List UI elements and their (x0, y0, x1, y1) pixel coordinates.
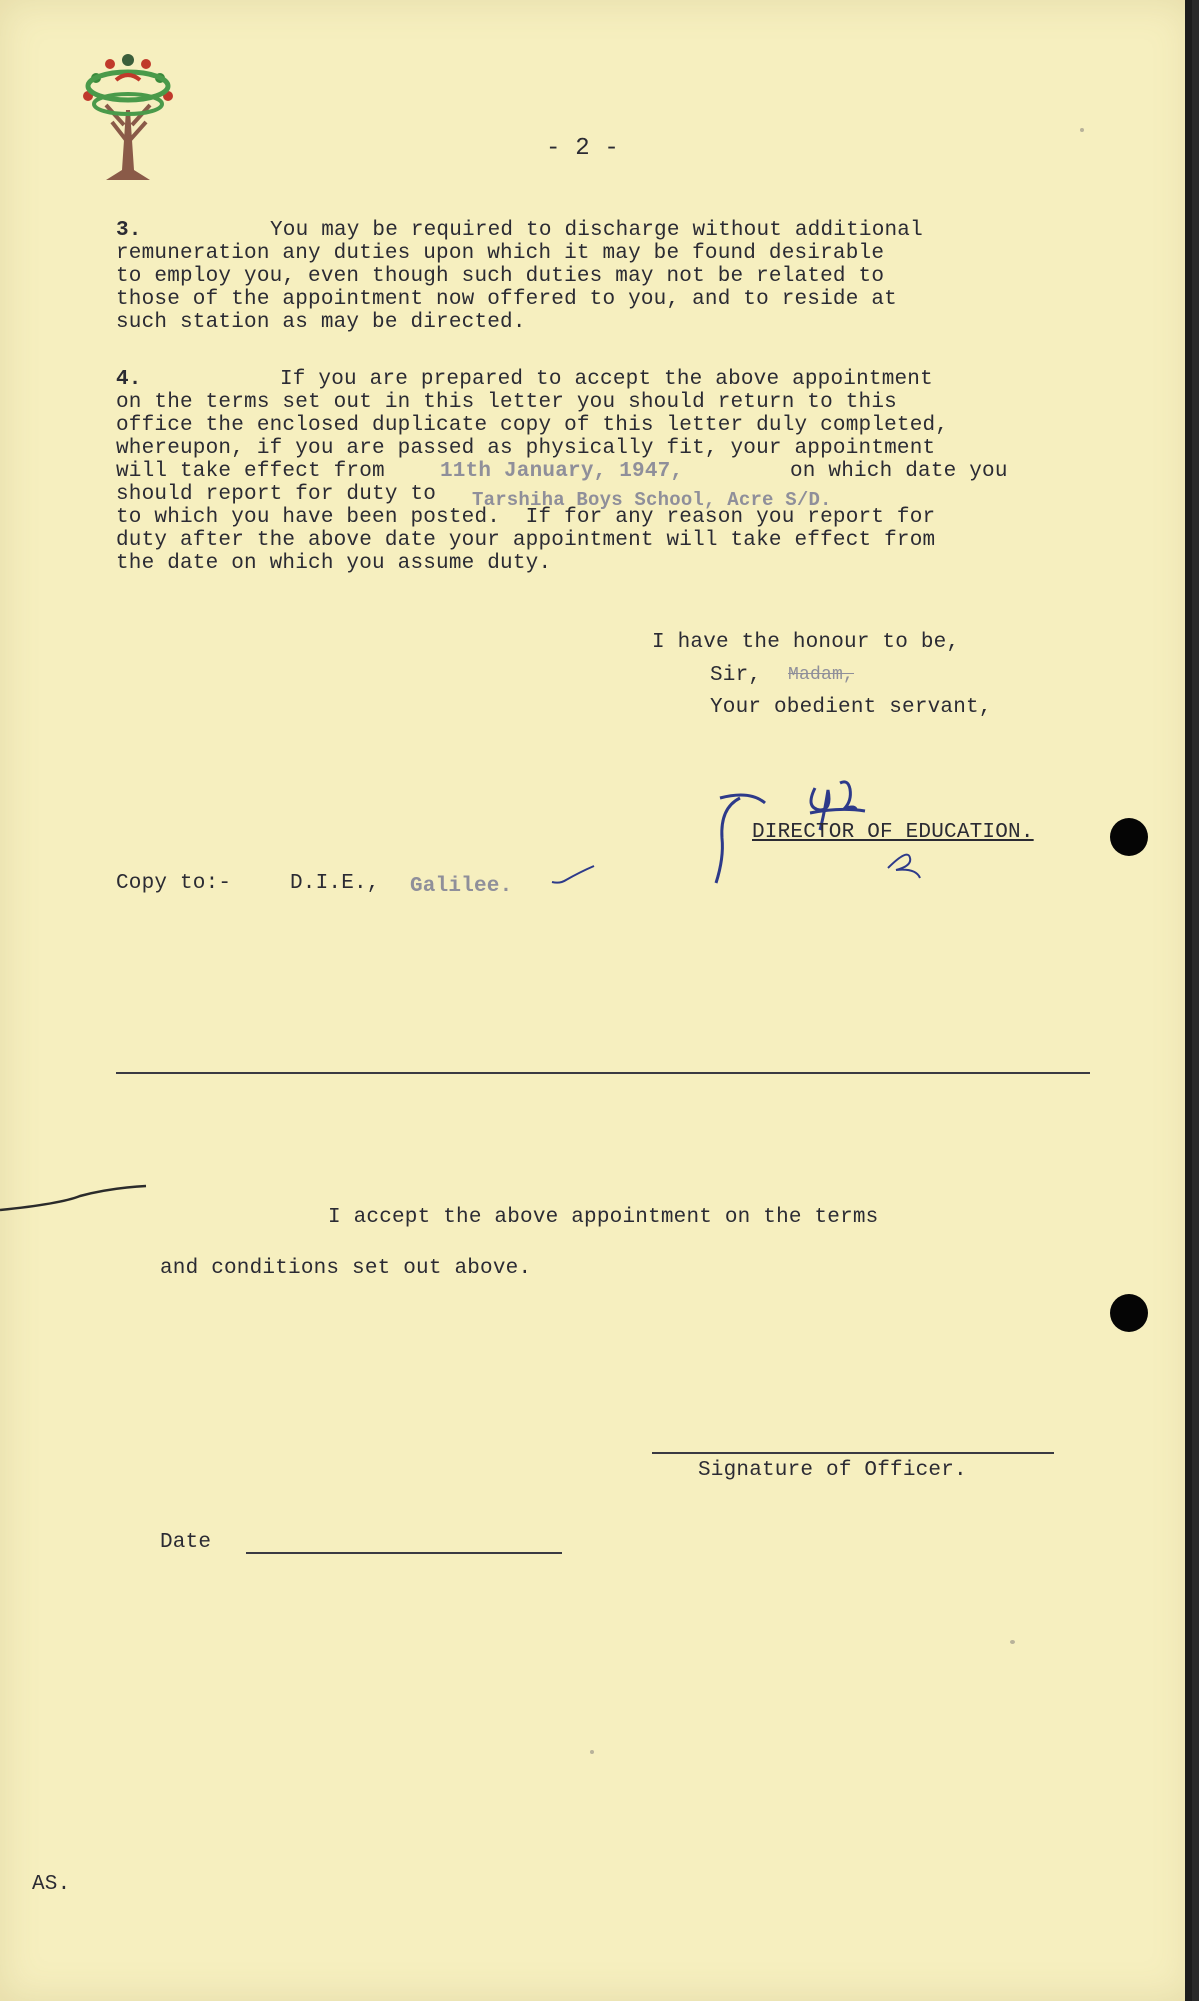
archive-logo (76, 50, 180, 190)
posting-school: Tarshiha Boys School, Acre S/D. (472, 489, 832, 511)
paragraph-4-line: on the terms set out in this letter you should return to this (116, 391, 897, 414)
acceptance-line: and conditions set out above. (160, 1257, 532, 1280)
paragraph-3-number: 3. (116, 219, 142, 242)
paper-speck (590, 1750, 594, 1754)
paragraph-3-line: remuneration any duties upon which it may be found desirable (116, 242, 885, 265)
signatory-title: DIRECTOR OF EDUCATION. (752, 821, 1034, 844)
paragraph-4-line: If you are prepared to accept the above appointment (280, 368, 933, 391)
closing-line: Your obedient servant, (710, 696, 992, 719)
pen-stroke (0, 1184, 150, 1219)
date-label: Date (160, 1531, 212, 1554)
tick-mark (548, 862, 598, 893)
paragraph-3-line: those of the appointment now offered to you, and to reside at (116, 288, 897, 311)
paragraph-4-line: office the enclosed duplicate copy of this letter duly completed, (116, 414, 949, 437)
officer-signature-label: Signature of Officer. (698, 1459, 967, 1482)
copy-to-label: Copy to:- (116, 872, 232, 895)
paragraph-3-line: such station as may be directed. (116, 311, 526, 334)
appointment-start-date: 11th January, 1947, (440, 460, 684, 483)
closing-line: I have the honour to be, (652, 631, 960, 654)
paper-speck (1080, 128, 1084, 132)
paragraph-4-line-5-suffix: on which date you (790, 460, 1008, 483)
paragraph-4-line: whereupon, if you are passed as physically fit, your appointment (116, 437, 936, 460)
acceptance-line: I accept the above appointment on the terms (328, 1206, 879, 1229)
separator-line (116, 1072, 1090, 1074)
closing-salutation: Sir, (710, 664, 762, 687)
punch-hole (1110, 818, 1148, 856)
typist-initials: AS. (32, 1873, 71, 1896)
paragraph-4-number: 4. (116, 368, 142, 391)
punch-hole (1110, 1294, 1148, 1332)
page-number: - 2 - (546, 135, 620, 162)
paper-speck (1010, 1640, 1015, 1644)
paragraph-3-line: to employ you, even though such duties may not be related to (116, 265, 885, 288)
page-edge-shadow (1185, 0, 1192, 2001)
paragraph-3-line: You may be required to discharge without additional (270, 219, 923, 242)
copy-to-district: Galilee. (410, 875, 513, 898)
paragraph-4-line: the date on which you assume duty. (116, 552, 552, 575)
paragraph-4-line: to which you have been posted. If for any reason you report for (116, 506, 936, 529)
paragraph-4-line-5-prefix: will take effect from (116, 460, 385, 483)
paragraph-4-line-6-prefix: should report for duty to (116, 483, 437, 506)
closing-salutation-struck: Madam, (788, 665, 855, 685)
copy-to-recipient: D.I.E., (290, 872, 380, 895)
officer-signature-line (652, 1452, 1054, 1454)
date-line (246, 1552, 562, 1554)
paragraph-4-line: duty after the above date your appointment will take effect from (116, 529, 936, 552)
